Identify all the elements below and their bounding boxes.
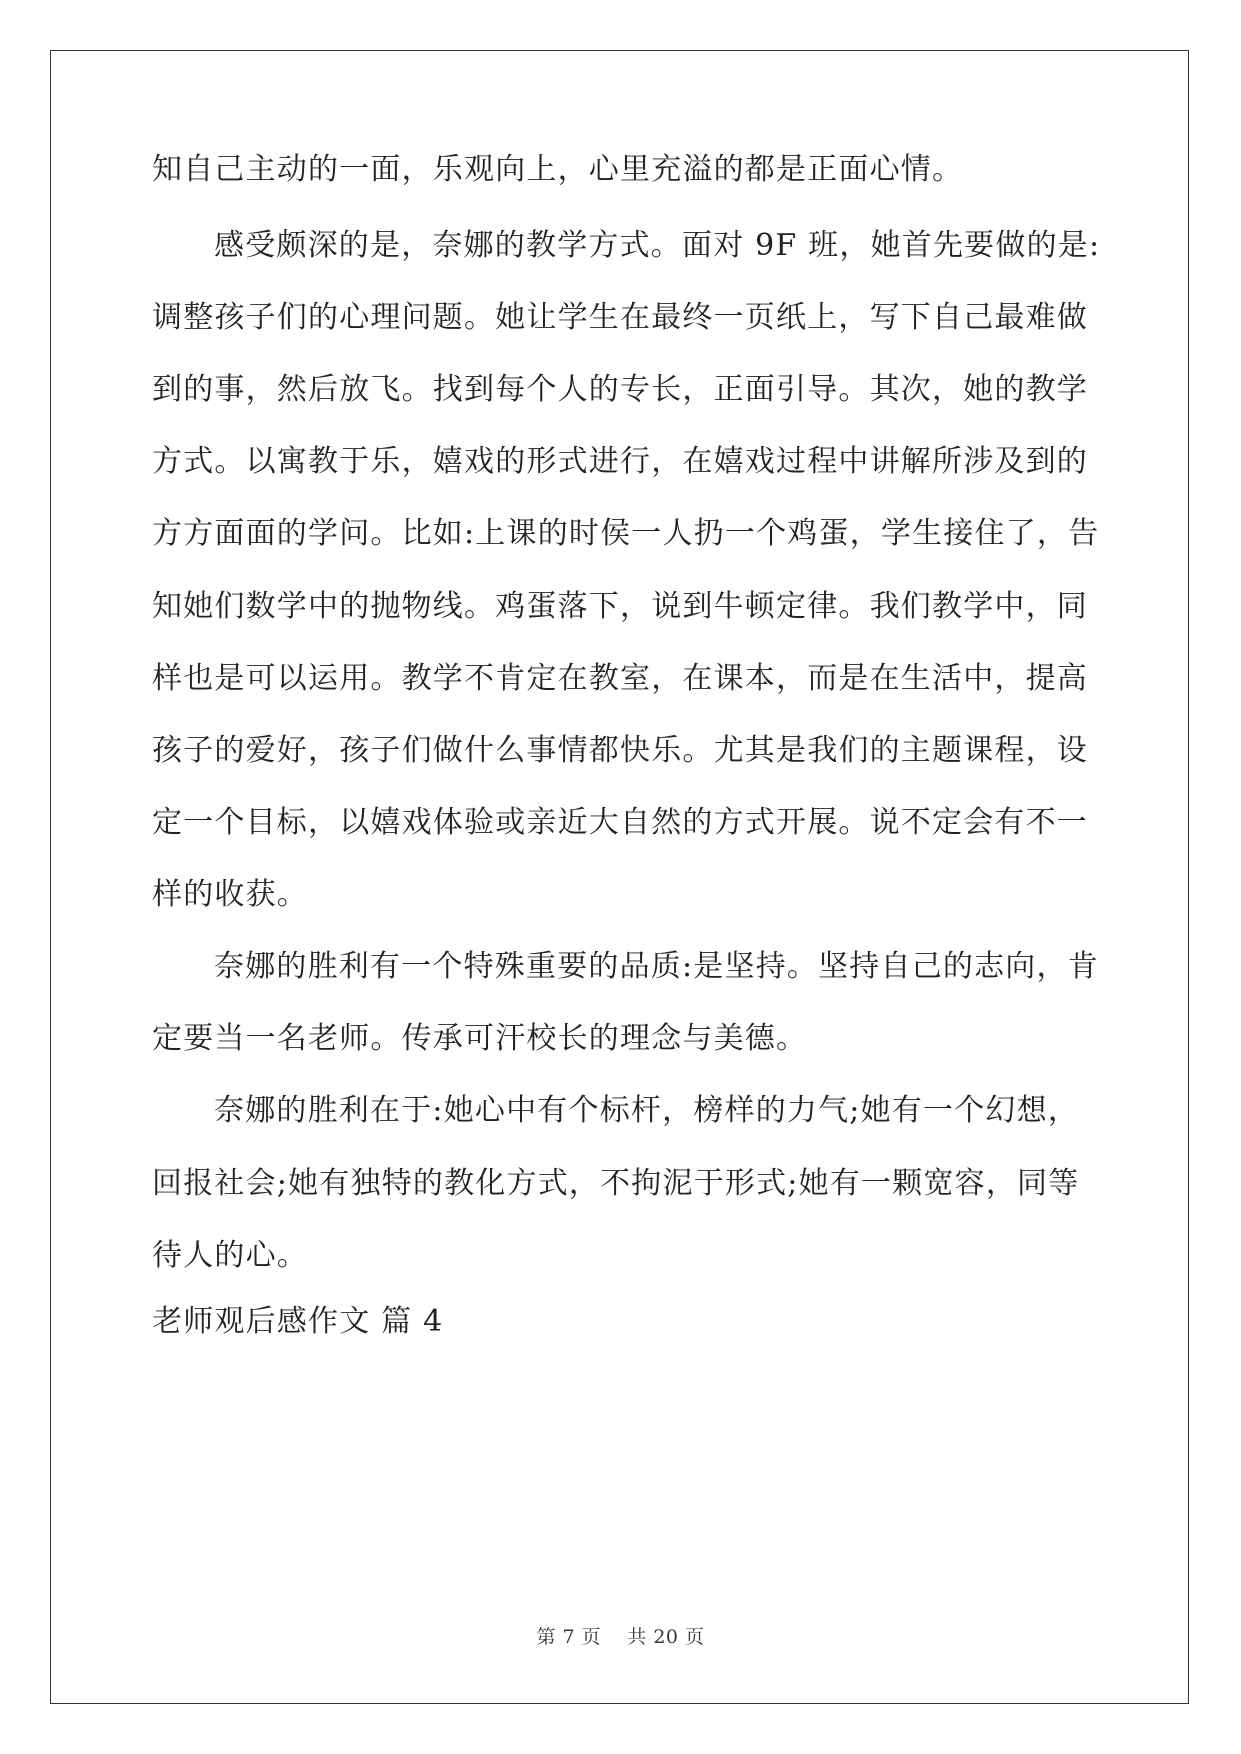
text-line: 方方面面的学问。比如:上课的时侯一人扔一个鸡蛋，学生接住了，告	[152, 516, 1100, 551]
text-line: 回报社会;她有独特的教化方式，不拘泥于形式;她有一颗宽容，同等	[152, 1166, 1080, 1201]
text-line: 样的收获。	[152, 877, 308, 912]
text-line: 知她们数学中的抛物线。鸡蛋落下，说到牛顿定律。我们教学中，同	[152, 589, 1088, 624]
text-line: 知自己主动的一面，乐观向上，心里充溢的都是正面心情。	[152, 152, 964, 187]
text-line: 定一个目标，以嬉戏体验或亲近大自然的方式开展。说不定会有不一	[152, 805, 1088, 840]
page-number: 第 7 页 共 20 页	[536, 1626, 705, 1648]
text-line: 奈娜的胜利有一个特殊重要的品质:是坚持。坚持自己的志向，肯	[214, 949, 1099, 984]
text-line: 定要当一名老师。传承可汗校长的理念与美德。	[152, 1021, 808, 1056]
text-line: 奈娜的胜利在于:她心中有个标杆，榜样的力气;她有一个幻想，	[214, 1093, 1080, 1128]
text-line: 调整孩子们的心理问题。她让学生在最终一页纸上，写下自己最难做	[152, 300, 1088, 335]
text-line: 到的事，然后放飞。找到每个人的专长，正面引导。其次，她的教学	[152, 372, 1088, 407]
text-line: 感受颇深的是，奈娜的教学方式。面对 9F 班，她首先要做的是:	[214, 228, 1101, 263]
text-line: 待人的心。	[152, 1238, 308, 1273]
text-line: 孩子的爱好，孩子们做什么事情都快乐。尤其是我们的主题课程，设	[152, 733, 1088, 768]
page-footer	[0, 1622, 1241, 1649]
section-heading: 老师观后感作文 篇 4	[152, 1304, 444, 1339]
text-line: 样也是可以运用。教学不肯定在教室，在课本，而是在生活中，提高	[152, 661, 1088, 696]
text-line: 方式。以寓教于乐，嬉戏的形式进行，在嬉戏过程中讲解所涉及到的	[152, 444, 1088, 479]
